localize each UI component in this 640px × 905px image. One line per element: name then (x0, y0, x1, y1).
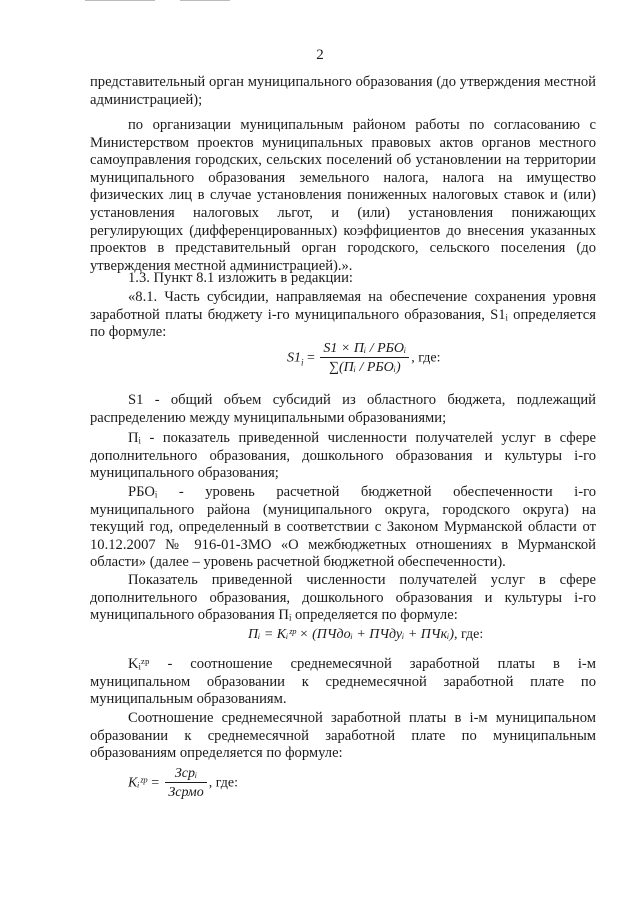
formula-lhs-sub: i (301, 357, 304, 368)
formula-tail: , где: (454, 627, 484, 642)
paragraph-6 (90, 430, 596, 483)
formula-tail: , где: (208, 775, 239, 791)
paragraph-text: РБОᵢ - уровень расчетной бюджетной обеспеченности i-го муниципального района (муниципального округа, городского округа) на текущий год, определенный в соответствии с Законом Мурманской области от 10.12.2007 № 916-01-ЗМО «О межбюджетных отношениях в Мурманской области» (далее – уровень расчетной бюджетной обеспеченности). (90, 484, 596, 571)
paragraph-text: Пᵢ - показатель приведенной численности получателей услуг в сфере дополнительного образования, дошкольного образования и культуры i-го муниципального образования; (90, 430, 596, 482)
formula-denominator: Зсрмо (168, 785, 204, 800)
formula-tail: , где: (411, 350, 441, 366)
formula-k (128, 765, 238, 802)
paragraph-text: S1 - общий объем субсидий из областного бюджета, подлежащий распределению между муниципальными образованиями; (90, 392, 596, 426)
paragraph-text: Kᵢᶻᵖ - соотношение среднемесячной заработной платы в i-м муниципальном образовании к среднемесячной заработной плате по муниципальным образованиям. (90, 656, 596, 708)
formula-fraction (165, 765, 206, 802)
paragraph-text: представительный орган муниципального образования (до утверждения местной администрацией); (90, 74, 596, 108)
paragraph-3 (90, 270, 596, 288)
paragraph-10 (90, 710, 596, 763)
formula-rhs: = Kᵢᶻᵖ × (ПЧдоᵢ + ПЧдуᵢ + ПЧкᵢ) (263, 627, 454, 642)
formula-s1: $S1_i$ = $\frac{\text{S1 × Пᵢ / РБОᵢ}}{\text{∑(Пᵢ / РБОᵢ)}}$ , где: (287, 341, 441, 375)
scan-artifact (85, 0, 155, 4)
formula-lhs: Пᵢ (248, 627, 261, 642)
paragraph-text: по организации муниципальным районом работы по согласованию с Министерством проектов муниципальных правовых актов органов местного самоуправления городских, сельских поселений об установлении на территории муниципального образования земельного налога, налога на имущество физических лиц в случае установления пониженных налоговых ставок и (или) установления налоговых льгот, и (или) установления понижающих регулирующих (дифференцированных) коэффициентов до внесения указанных проектов в представительный орган городского, сельского поселения (до утверждения местной администрацией).». (90, 117, 596, 274)
paragraph-8 (90, 572, 596, 625)
formula-denominator: ∑(Пᵢ / РБОᵢ) (328, 360, 401, 375)
formula-lhs: Kᵢᶻᵖ = (128, 775, 160, 791)
paragraph-text: Соотношение среднемесячной заработной платы в i-м муниципальном образовании к среднемесячной заработной плате по муниципальным образованиям определяется по формуле: (90, 710, 596, 762)
formula-fraction (320, 340, 409, 377)
formula-numerator: S1 × Пᵢ / РБОᵢ (320, 340, 409, 358)
formula-numerator: Зсрᵢ (165, 765, 206, 783)
paragraph-2 (90, 117, 596, 275)
scan-artifact (180, 0, 230, 4)
paragraph-5 (90, 392, 596, 427)
paragraph-7 (90, 484, 596, 572)
page-number: 2 (316, 47, 324, 63)
paragraph-text: «8.1. Часть субсидии, направляемая на обеспечение сохранения уровня заработной платы бюджету i-го муниципального образования, S1ᵢ определяется по формуле: (90, 289, 596, 341)
paragraph-1 (90, 74, 596, 109)
paragraph-4 (90, 289, 596, 342)
paragraph-text: 1.3. Пункт 8.1 изложить в редакции: (128, 270, 353, 286)
formula-lhs: S1 (287, 350, 301, 366)
paragraph-9 (90, 656, 596, 709)
formula-p (248, 627, 483, 643)
paragraph-text: Показатель приведенной численности получателей услуг в сфере дополнительного образования, дошкольного образования и культуры i-го муниципального образования Пᵢ определяется по формуле: (90, 572, 596, 624)
